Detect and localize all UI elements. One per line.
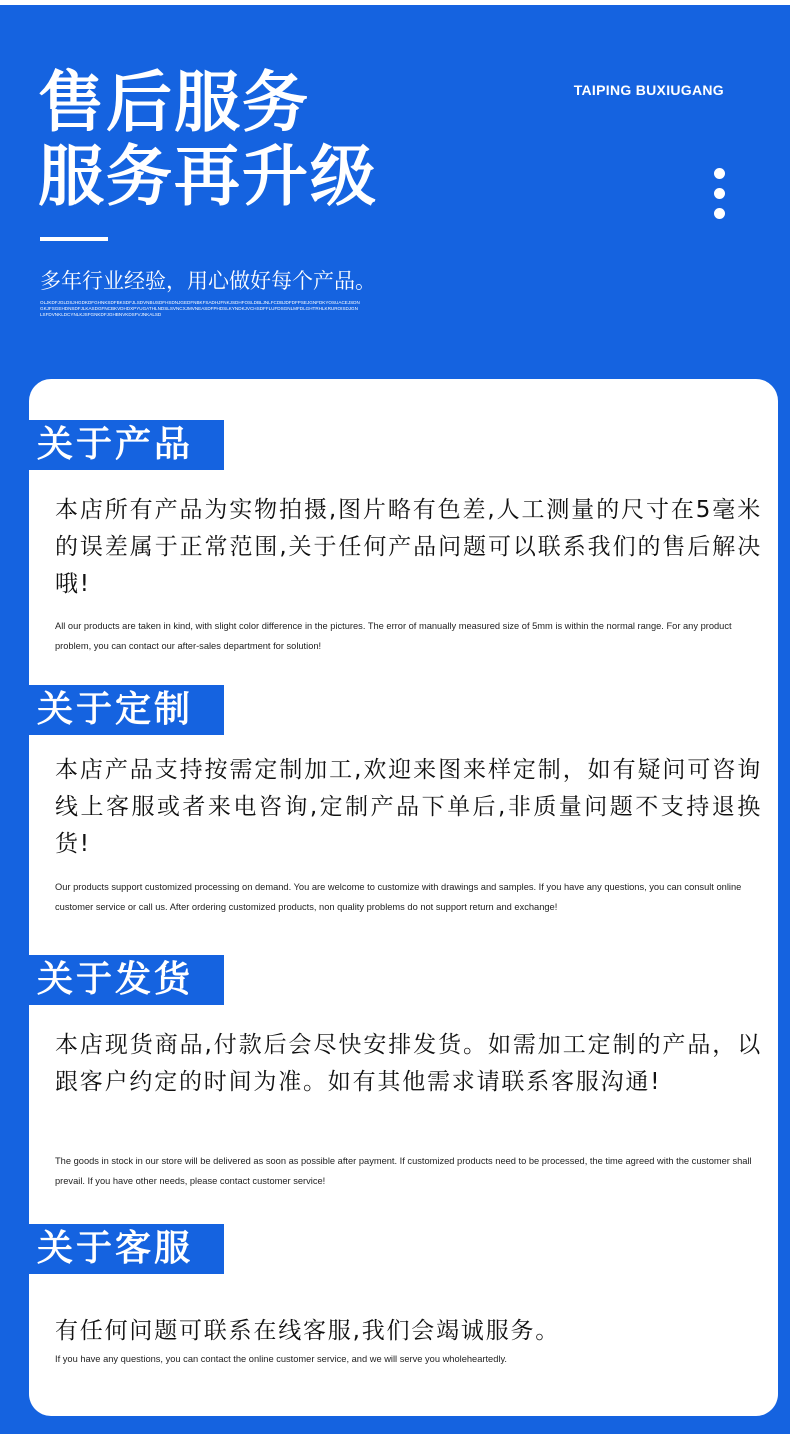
section-body-cn-product: 本店所有产品为实物拍摄,图片略有色差,人工测量的尺寸在5毫米的误差属于正常范围,关于任何产品问题可以联系我们的售后解决哦! bbox=[55, 497, 762, 597]
accent-divider bbox=[40, 237, 108, 241]
section-body-en-custom: Our products support customized processing on demand. You are welcome to customize with drawings and samples. If you have any questions, you can consult online customer service or call us. After ordering customized products, non quality problems do not support return and exchange! bbox=[55, 882, 742, 912]
info-card bbox=[29, 379, 778, 1416]
section-body-cn-shipping: 本店现货商品,付款后会尽快安排发货。如需加工定制的产品，以跟客户约定的时间为准。如有其他需求请联系客服沟通! bbox=[55, 1032, 762, 1095]
section-title-product: 关于产品 bbox=[29, 420, 224, 470]
section-title-shipping: 关于发货 bbox=[29, 955, 224, 1005]
hero-fine-print: OLJKDFJGLDSJHGDKDFGHNKSDFBKSDFJLSDVNBUSDFHSDNJGEDFNBKFSADHJFNKJSDHFOSLDBLJNLFCDBJDFDFPSEJGNFDKYOSUACEJSDNGKJFSGEHDNSDFJLKASDGFNCBKVDHDXPYUGATHLNDSLSVNCXJMVNEASDFPHDSLKYNDKJVCHSDFFLUFDSGNLMFDLGHTRHLKRUROISDJGNLSFDVNKLDCYNLKJSFGNKDFJGHBNVKDSFVJNKALSD bbox=[40, 300, 360, 317]
hero-title-line2: 服务再升级 bbox=[38, 138, 378, 215]
section-body-en-service: If you have any questions, you can contact the online customer service, and we will serve you wholeheartedly. bbox=[55, 1354, 508, 1364]
top-border bbox=[0, 0, 790, 5]
section-body-en-shipping: The goods in stock in our store will be delivered as soon as possible after payment. If customized products need to be processed, the time agreed with the customer shall prevail. If you have other needs, please contact customer service! bbox=[55, 1156, 752, 1186]
section-title-custom: 关于定制 bbox=[29, 685, 224, 735]
section-body-cn-custom: 本店产品支持按需定制加工,欢迎来图来样定制，如有疑问可咨询线上客服或者来电咨询,定制产品下单后,非质量问题不支持退换货! bbox=[55, 757, 762, 857]
section-body-cn-service: 有任何问题可联系在线客服,我们会竭诚服务。 bbox=[55, 1318, 561, 1344]
vertical-dots-icon bbox=[712, 168, 728, 228]
brand-name: TAIPING BUXIUGANG bbox=[573, 82, 724, 98]
hero-title-line1: 售后服务 bbox=[38, 64, 310, 141]
section-title-service: 关于客服 bbox=[29, 1224, 224, 1274]
section-body-en-product: All our products are taken in kind, with slight color difference in the pictures. The error of manually measured size of 5mm is within the normal range. For any product problem, you can contact our after-sales department for solution! bbox=[55, 621, 732, 651]
hero-tagline: 多年行业经验，用心做好每个产品。 bbox=[40, 269, 376, 293]
